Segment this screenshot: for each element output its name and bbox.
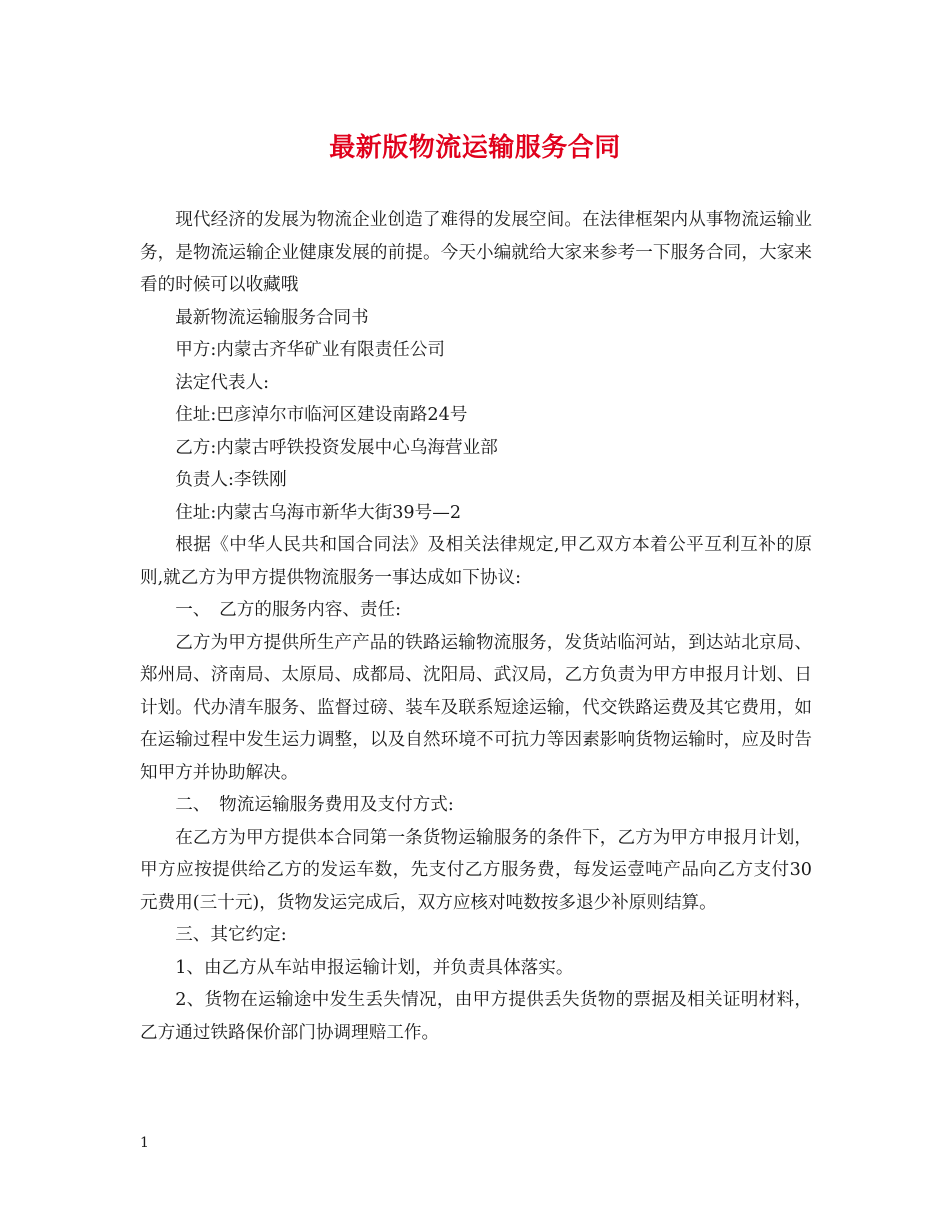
party-b-responsible: 负责人:李铁刚 [175, 470, 287, 490]
party-a-legal-rep: 法定代表人: [175, 372, 270, 393]
intro-paragraph: 现代经济的发展为物流企业创造了难得的发展空间。在法律框架内从事物流运输业务，是物流运输企业健康发展的前提。今天小编就给大家来参考一下服务合同，大家来看的时候可以收藏哦 [140, 210, 812, 295]
preamble-paragraph: 根据《中华人民共和国合同法》及相关法律规定,甲乙双方本着公平互利互补的原则,就乙方为甲方提供物流服务一事达成如下协议: [140, 535, 812, 588]
party-b-name: 乙方:内蒙古呼铁投资发展中心乌海营业部 [175, 437, 498, 458]
page-number: 1 [140, 1135, 149, 1151]
section-3-item-2: 2、货物在运输途中发生丢失情况，由甲方提供丢失货物的票据及相关证明材料，乙方通过铁路保价部门协调理赔工作。 [140, 990, 812, 1043]
section-2-body: 在乙方为甲方提供本合同第一条货物运输服务的条件下，乙方为甲方申报月计划，甲方应按提供给乙方的发运车数，先支付乙方服务费，每发运壹吨产品向乙方支付30元费用(三十元)，货物发运完成后，双方应核对吨数按多退少补原则结算。 [140, 827, 812, 913]
document-body [140, 204, 812, 1049]
section-1-body: 乙方为甲方提供所生产产品的铁路运输物流服务，发货站临河站，到达站北京局、郑州局、济南局、太原局、成都局、沈阳局、武汉局，乙方负责为甲方申报月计划、日计划。代办清车服务、监督过磅、装车及联系短途运输，代交铁路运费及其它费用，如在运输过程中发生运力调整，以及自然环境不可抗力等因素影响货物运输时，应及时告知甲方并协助解决。 [140, 632, 812, 783]
contract-heading: 最新物流运输服务合同书 [175, 307, 369, 328]
document-title: 最新版物流运输服务合同 [329, 133, 621, 163]
section-2-heading: 二、 物流运输服务费用及支付方式: [175, 795, 454, 815]
party-a-name: 甲方:内蒙古齐华矿业有限责任公司 [175, 340, 446, 360]
section-3-item-1: 1、由乙方从车站申报运输计划，并负责具体落实。 [175, 957, 574, 978]
section-1-heading: 一、 乙方的服务内容、责任: [175, 600, 402, 620]
party-a-address: 住址:巴彦淖尔市临河区建设南路24号 [175, 405, 468, 425]
party-b-address: 住址:内蒙古乌海市新华大街39号—2 [175, 502, 462, 523]
section-3-heading: 三、其它约定: [175, 925, 287, 945]
